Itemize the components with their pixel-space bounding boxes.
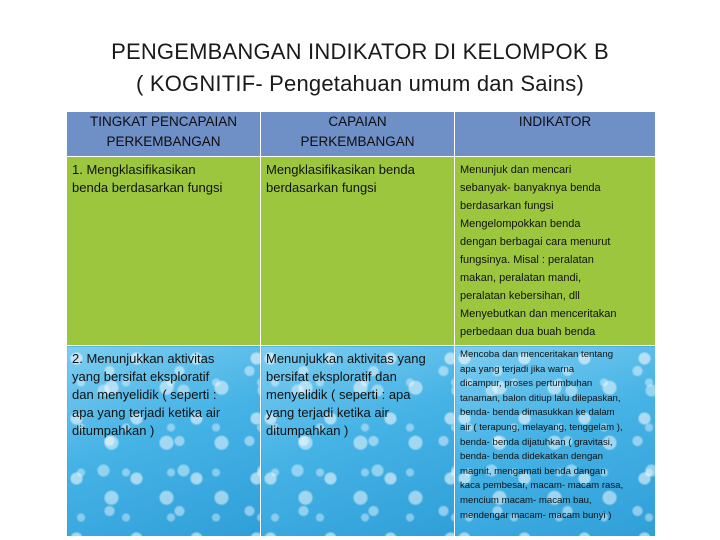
indicator-table <box>66 111 656 537</box>
cell-tingkat: 2. Menunjukkan aktivitas yang bersifat eksploratif dan menyelidik ( seperti : apa yang terjadi ketika air ditumpahkan ) <box>67 346 261 537</box>
table-header-row <box>67 112 656 157</box>
table-row <box>67 346 656 537</box>
cell-indikator: Menunjuk dan mencari sebanyak- banyaknya benda berdasarkan fungsi Mengelompokkan benda dengan berbagai cara menurut fungsinya. Misal : peralatan makan, peralatan mandi, peralatan kebersihan, dll Menyebutkan dan menceritakan perbedaan dua buah benda <box>455 157 656 346</box>
cell-capaian: Mengklasifikasikan benda berdasarkan fungsi <box>261 157 455 346</box>
cell-capaian: Menunjukkan aktivitas yang bersifat eksploratif dan menyelidik ( seperti : apa yang terjadi ketika air ditumpahkan ) <box>261 346 455 537</box>
header-tingkat: TINGKAT PENCAPAIAN PERKEMBANGAN <box>67 112 261 157</box>
title-line-2: ( KOGNITIF- Pengetahuan umum dan Sains) <box>136 71 584 96</box>
table-row <box>67 157 656 346</box>
page-title <box>0 36 720 100</box>
cell-tingkat: 1. Mengklasifikasikan benda berdasarkan fungsi <box>67 157 261 346</box>
cell-indikator: Mencoba dan menceritakan tentang apa yang terjadi jika warna dicampur, proses pertumbuhan tanaman, balon ditiup lalu dilepaskan, benda- benda dimasukkan ke dalam air ( terapung, melayang, tenggelam ), benda- benda dijatuhkan ( gravitasi, benda- benda didekatkan dengan magnit, mengamati benda dangan kaca pembesar, macam- macam rasa, mencium macam- macam bau, mendengar macam- macam bunyi ) <box>455 346 656 537</box>
header-capaian: CAPAIAN PERKEMBANGAN <box>261 112 455 157</box>
title-line-1: PENGEMBANGAN INDIKATOR DI KELOMPOK B <box>111 39 609 64</box>
header-indikator: INDIKATOR <box>455 112 656 157</box>
